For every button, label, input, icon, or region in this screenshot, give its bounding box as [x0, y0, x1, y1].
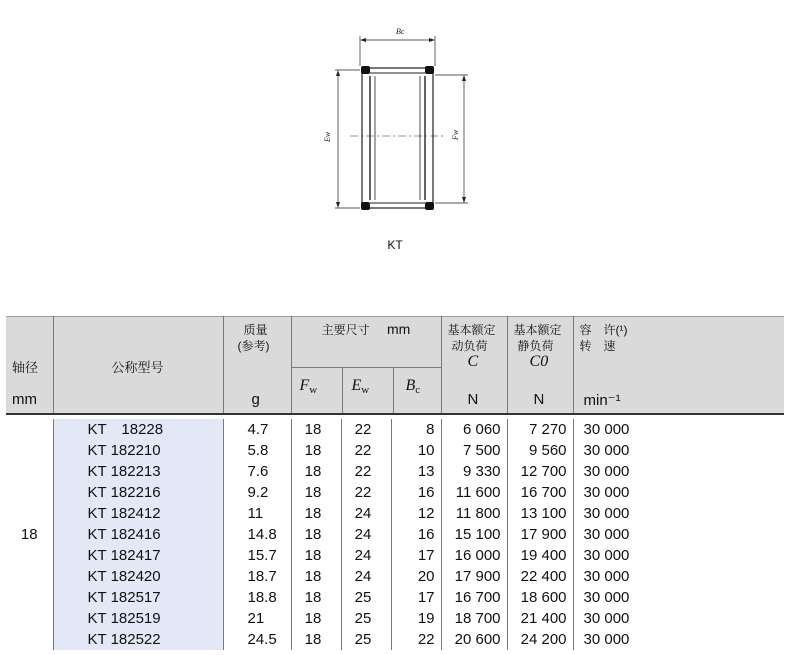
header-mass-line1: 质量: [243, 323, 268, 337]
header-mass-unit: g: [251, 391, 260, 408]
model-cell: KT 182216: [53, 482, 223, 503]
header-static-load: [507, 317, 573, 415]
mass-cell: 15.7: [223, 545, 291, 566]
ew-cell: 24: [341, 566, 391, 587]
header-dyn-line1: 基本额定: [447, 323, 496, 337]
header-dyn-sym: C: [467, 353, 479, 370]
table-row: [6, 587, 784, 608]
ew-cell: 24: [341, 545, 391, 566]
mass-cell: 5.8: [223, 440, 291, 461]
table-row: [6, 419, 784, 440]
fw-cell: 18: [291, 503, 341, 524]
fw-cell: 18: [291, 566, 341, 587]
mass-cell: 9.2: [223, 482, 291, 503]
dim-label-ew: Ew: [323, 131, 332, 142]
bc-cell: 10: [391, 440, 441, 461]
bc-cell: 16: [391, 482, 441, 503]
bc-cell: 16: [391, 524, 441, 545]
header-stat-line2: 静负荷: [517, 339, 554, 353]
mass-cell: 4.7: [223, 419, 291, 440]
dynamic-load-cell: 7 500: [441, 440, 507, 461]
speed-cell: 30 000: [583, 589, 630, 606]
header-shaft-label: 轴径: [12, 360, 39, 375]
dynamic-load-cell: 17 900: [441, 566, 507, 587]
diagram-caption: KT: [387, 238, 403, 252]
static-load-cell: 22 400: [507, 566, 573, 587]
shaft-diameter-cell: 18: [6, 419, 53, 650]
dynamic-load-cell: 11 600: [441, 482, 507, 503]
table-header: [6, 317, 784, 415]
table-row: [6, 545, 784, 566]
header-dyn-line2: 动负荷: [451, 339, 488, 353]
table-row: [6, 440, 784, 461]
header-mass-line2: (参考): [237, 339, 270, 353]
model-cell: KT 182412: [53, 503, 223, 524]
dynamic-load-cell: 16 700: [441, 587, 507, 608]
header-model-label: 公称型号: [111, 360, 164, 375]
dynamic-load-cell: 11 800: [441, 503, 507, 524]
static-load-cell: 12 700: [507, 461, 573, 482]
speed-cell: 30 000: [583, 547, 630, 564]
speed-cell: 30 000: [583, 505, 630, 522]
ew-cell: 22: [341, 419, 391, 440]
header-dyn-unit: N: [467, 391, 479, 408]
dynamic-load-cell: 16 000: [441, 545, 507, 566]
model-cell: KT 182213: [53, 461, 223, 482]
table-row: [6, 461, 784, 482]
fw-cell: 18: [291, 440, 341, 461]
fw-cell: 18: [291, 587, 341, 608]
dim-label-bc: Bc: [396, 27, 405, 36]
fw-cell: 18: [291, 524, 341, 545]
speed-cell: 30 000: [583, 526, 630, 543]
speed-cell: 30 000: [583, 442, 630, 459]
bc-cell: 13: [391, 461, 441, 482]
header-speed-line2: 转 速: [579, 339, 616, 353]
model-cell: KT 182416: [53, 524, 223, 545]
bc-cell: 19: [391, 608, 441, 629]
header-model: [53, 317, 223, 415]
header-fw: Fw: [299, 377, 318, 396]
bc-cell: 17: [391, 587, 441, 608]
ew-cell: 25: [341, 608, 391, 629]
ew-cell: 22: [341, 482, 391, 503]
bc-cell: 12: [391, 503, 441, 524]
header-dynamic-load: [441, 317, 507, 415]
bearing-cross-section-drawing: [310, 18, 480, 218]
header-ew: Ew: [351, 377, 370, 396]
static-load-cell: 24 200: [507, 629, 573, 650]
dynamic-load-cell: 20 600: [441, 629, 507, 650]
static-load-cell: 13 100: [507, 503, 573, 524]
model-cell: KT 182417: [53, 545, 223, 566]
header-speed-unit: min⁻¹: [583, 392, 621, 409]
mass-cell: 11: [223, 503, 291, 524]
static-load-cell: 17 900: [507, 524, 573, 545]
model-cell: KT 18228: [53, 419, 223, 440]
speed-cell: 30 000: [583, 610, 630, 627]
model-cell: KT 182519: [53, 608, 223, 629]
mass-cell: 14.8: [223, 524, 291, 545]
header-main-dims: [291, 317, 441, 415]
bc-cell: 8: [391, 419, 441, 440]
bc-cell: 17: [391, 545, 441, 566]
ew-cell: 22: [341, 440, 391, 461]
fw-cell: 18: [291, 608, 341, 629]
dynamic-load-cell: 15 100: [441, 524, 507, 545]
header-speed-line1: 容 许(¹): [579, 323, 628, 337]
dynamic-load-cell: 6 060: [441, 419, 507, 440]
speed-cell: 30 000: [583, 631, 630, 648]
dim-label-fw: Fw: [451, 129, 460, 140]
static-load-cell: 16 700: [507, 482, 573, 503]
model-cell: KT 182517: [53, 587, 223, 608]
mass-cell: 24.5: [223, 629, 291, 650]
table-row: [6, 524, 784, 545]
table-row: [6, 608, 784, 629]
speed-cell: 30 000: [583, 568, 630, 585]
model-cell: KT 182522: [53, 629, 223, 650]
mass-cell: 21: [223, 608, 291, 629]
ew-cell: 25: [341, 587, 391, 608]
header-bc: Bc: [405, 377, 421, 396]
model-cell: KT 182420: [53, 566, 223, 587]
fw-cell: 18: [291, 482, 341, 503]
mass-cell: 7.6: [223, 461, 291, 482]
static-load-cell: 19 400: [507, 545, 573, 566]
header-stat-line1: 基本额定: [513, 323, 562, 337]
table-row: [6, 566, 784, 587]
ew-cell: 24: [341, 503, 391, 524]
static-load-cell: 9 560: [507, 440, 573, 461]
header-speed: [573, 317, 784, 415]
bearing-spec-table: [6, 316, 784, 650]
header-stat-sym: C0: [529, 353, 549, 370]
fw-cell: 18: [291, 419, 341, 440]
header-stat-unit: N: [533, 391, 545, 408]
speed-cell: 30 000: [583, 463, 630, 480]
header-main-dims-label: 主要尺寸: [321, 323, 370, 337]
mass-cell: 18.8: [223, 587, 291, 608]
header-shaft: [6, 317, 53, 415]
model-cell: KT 182210: [53, 440, 223, 461]
table-row: [6, 482, 784, 503]
fw-cell: 18: [291, 545, 341, 566]
mass-cell: 18.7: [223, 566, 291, 587]
static-load-cell: 7 270: [507, 419, 573, 440]
ew-cell: 25: [341, 629, 391, 650]
speed-cell: 30 000: [583, 421, 630, 438]
table-row: [6, 629, 784, 650]
ew-cell: 24: [341, 524, 391, 545]
table-row: [6, 503, 784, 524]
header-main-dims-unit: mm: [387, 321, 411, 337]
bc-cell: 20: [391, 566, 441, 587]
fw-cell: 18: [291, 629, 341, 650]
ew-cell: 22: [341, 461, 391, 482]
speed-cell: 30 000: [583, 484, 630, 501]
header-shaft-unit: mm: [12, 391, 37, 408]
fw-cell: 18: [291, 461, 341, 482]
static-load-cell: 21 400: [507, 608, 573, 629]
static-load-cell: 18 600: [507, 587, 573, 608]
dynamic-load-cell: 9 330: [441, 461, 507, 482]
bc-cell: 22: [391, 629, 441, 650]
dynamic-load-cell: 18 700: [441, 608, 507, 629]
header-mass: [223, 317, 291, 415]
